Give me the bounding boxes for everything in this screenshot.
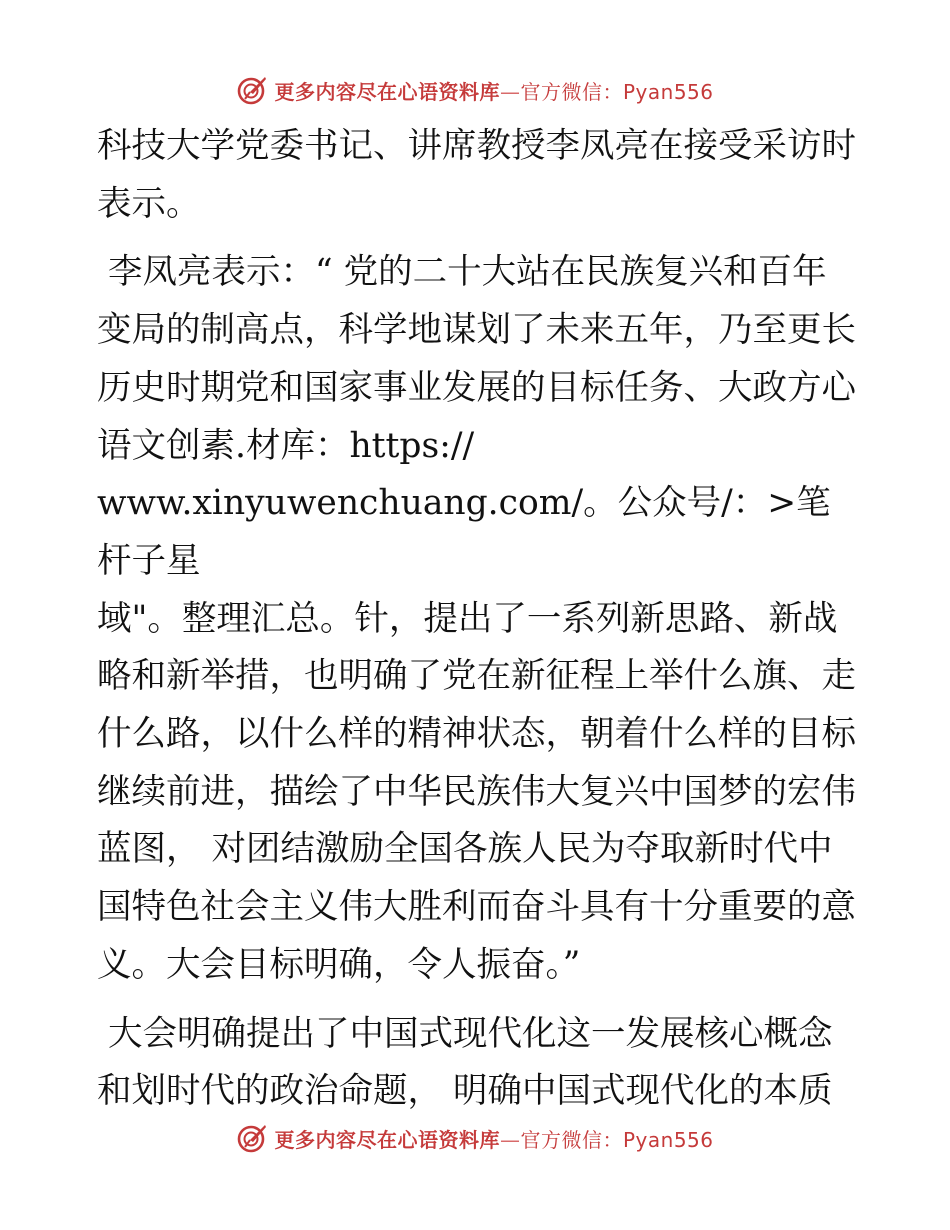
paragraph-1 [97,118,857,233]
line: 语文创素.材库：https:// [97,425,475,466]
footer-separator: — [499,1127,521,1152]
line: 继续前进，描绘了中华民族伟大复兴中国梦的宏伟 [97,771,856,812]
footer-watermark-banner [0,1118,950,1158]
line: 李凤亮表示：“ 党的二十大站在民族复兴和百年 [97,252,827,293]
line: www.xinyuwenchuang.com/。公众号/：>笔杆子星 [97,483,831,581]
footer-label: 官方微信： [520,1127,623,1152]
line: 什么路，以什么样的精神状态，朝着什么样的目标 [97,714,856,755]
header-account: Pyan556 [622,79,714,104]
quill-seal-icon [236,1122,268,1154]
quill-seal-icon [236,74,268,106]
footer-banner-inner [236,1122,713,1154]
line: 大会明确提出了中国式现代化这一发展核心概念 [97,1013,833,1054]
paragraph-3 [97,1006,857,1121]
document-body [97,118,857,1121]
header-label: 官方微信： [520,79,623,104]
header-watermark-banner [0,70,950,110]
line: 蓝图， 对团结激励全国各族人民为夺取新时代中 [97,829,833,870]
line: 表示。 [97,183,201,224]
footer-brand: 更多内容尽在心语资料库 [274,1127,500,1152]
header-separator: — [499,79,521,104]
header-banner-text [274,76,713,105]
line: 略和新举措，也明确了党在新征程上举什么旗、走 [97,656,856,697]
line: 国特色社会主义伟大胜利而奋斗具有十分重要的意 [97,887,856,928]
footer-banner-text [274,1124,713,1153]
line: 历史时期党和国家事业发展的目标任务、大政方心 [97,367,856,408]
line: 和划时代的政治命题， 明确中国式现代化的本质 [97,1071,833,1112]
header-banner-inner [236,74,713,106]
line: 科技大学党委书记、讲席教授李凤亮在接受采访时 [97,126,856,166]
header-brand: 更多内容尽在心语资料库 [274,79,500,104]
line: 变局的制高点，科学地谋划了未来五年，乃至更长 [97,310,856,351]
footer-account: Pyan556 [622,1127,714,1152]
line: 义。大会目标明确，令人振奋。” [97,944,581,985]
line: 域"。整理汇总。针，提出了一系列新思路、新战 [97,598,838,639]
paragraph-2 [97,244,857,994]
